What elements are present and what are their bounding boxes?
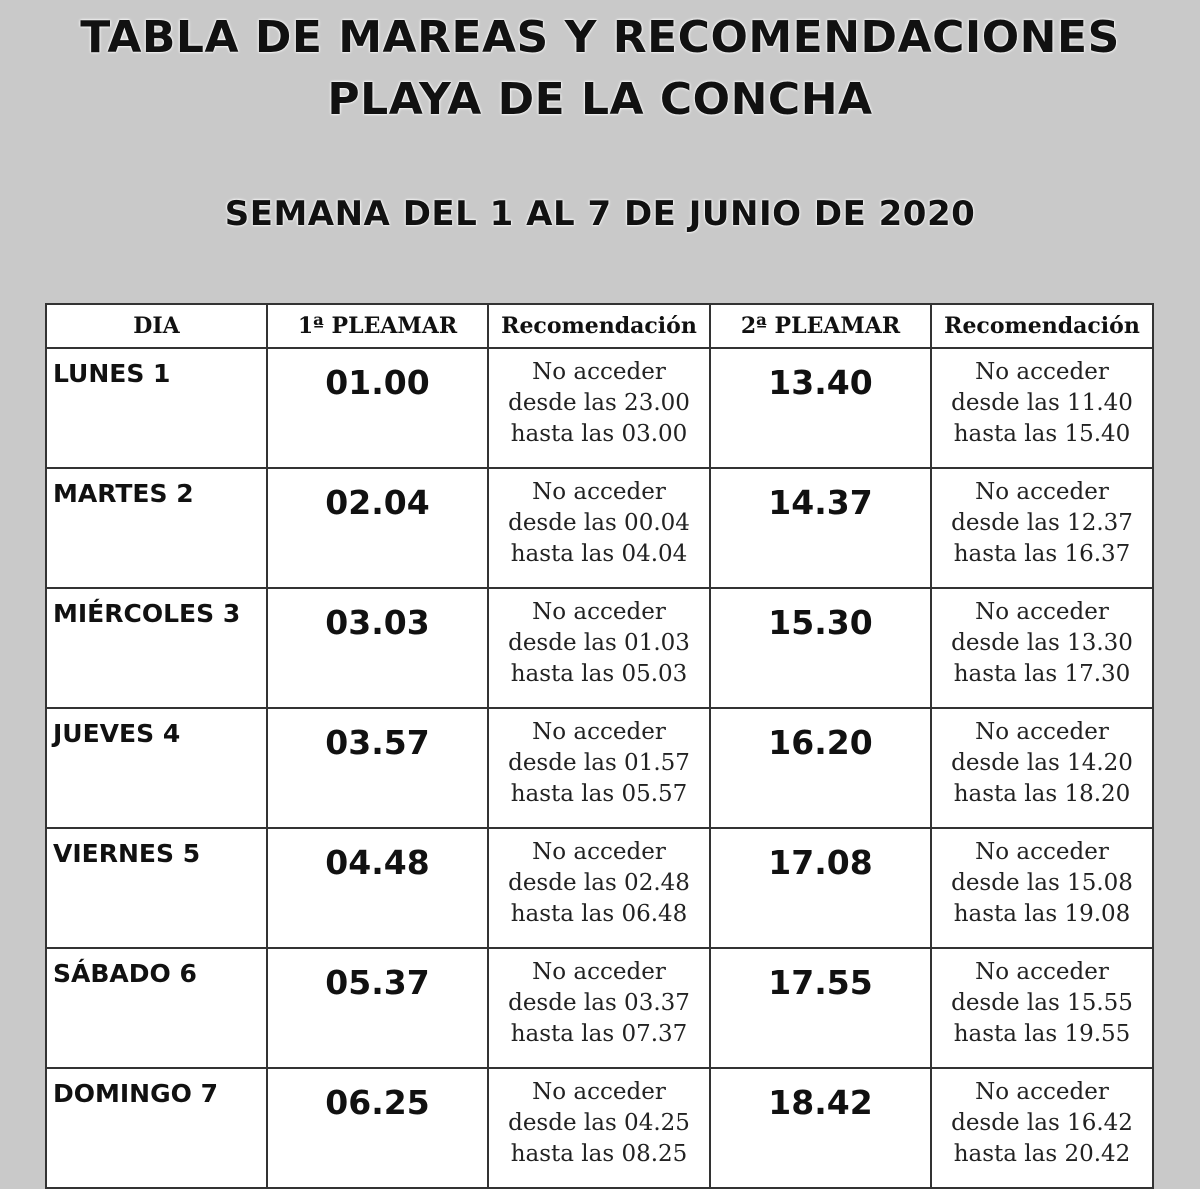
table-row (46, 588, 1153, 708)
column-header-high-tide-1: 1ª PLEAMAR (267, 304, 488, 348)
day-cell: DOMINGO 7 (46, 1068, 267, 1188)
table-row (46, 948, 1153, 1068)
recommendation-2-cell: No acceder desde las 16.42 hasta las 20.42 (931, 1068, 1153, 1188)
recommendation-1-cell: No acceder desde las 02.48 hasta las 06.48 (488, 828, 710, 948)
high-tide-2-cell: 17.08 (710, 828, 931, 948)
high-tide-2-cell: 14.37 (710, 468, 931, 588)
table-row (46, 348, 1153, 468)
column-header-recommendation-1: Recomendación (488, 304, 710, 348)
recommendation-2-cell: No acceder desde las 11.40 hasta las 15.40 (931, 348, 1153, 468)
tide-table (45, 303, 1154, 1189)
recommendation-2-cell: No acceder desde las 12.37 hasta las 16.37 (931, 468, 1153, 588)
table-row (46, 1068, 1153, 1188)
high-tide-1-cell: 03.03 (267, 588, 488, 708)
high-tide-1-cell: 05.37 (267, 948, 488, 1068)
recommendation-1-cell: No acceder desde las 00.04 hasta las 04.04 (488, 468, 710, 588)
high-tide-2-cell: 16.20 (710, 708, 931, 828)
day-cell: VIERNES 5 (46, 828, 267, 948)
recommendation-2-cell: No acceder desde las 13.30 hasta las 17.30 (931, 588, 1153, 708)
recommendation-2-cell: No acceder desde las 14.20 hasta las 18.20 (931, 708, 1153, 828)
high-tide-2-cell: 15.30 (710, 588, 931, 708)
table-row (46, 708, 1153, 828)
column-header-high-tide-2: 2ª PLEAMAR (710, 304, 931, 348)
high-tide-1-cell: 02.04 (267, 468, 488, 588)
table-row (46, 468, 1153, 588)
table-header-row (46, 304, 1153, 348)
recommendation-1-cell: No acceder desde las 03.37 hasta las 07.37 (488, 948, 710, 1068)
day-cell: SÁBADO 6 (46, 948, 267, 1068)
high-tide-1-cell: 01.00 (267, 348, 488, 468)
column-header-day: DIA (46, 304, 267, 348)
recommendation-1-cell: No acceder desde las 01.03 hasta las 05.03 (488, 588, 710, 708)
high-tide-1-cell: 03.57 (267, 708, 488, 828)
day-cell: JUEVES 4 (46, 708, 267, 828)
recommendation-1-cell: No acceder desde las 04.25 hasta las 08.25 (488, 1068, 710, 1188)
recommendation-2-cell: No acceder desde las 15.55 hasta las 19.55 (931, 948, 1153, 1068)
high-tide-1-cell: 06.25 (267, 1068, 488, 1188)
day-cell: MARTES 2 (46, 468, 267, 588)
high-tide-2-cell: 17.55 (710, 948, 931, 1068)
day-cell: LUNES 1 (46, 348, 267, 468)
page-subtitle-beach: PLAYA DE LA CONCHA (327, 74, 873, 125)
high-tide-2-cell: 18.42 (710, 1068, 931, 1188)
recommendation-1-cell: No acceder desde las 23.00 hasta las 03.00 (488, 348, 710, 468)
recommendation-1-cell: No acceder desde las 01.57 hasta las 05.57 (488, 708, 710, 828)
column-header-recommendation-2: Recomendación (931, 304, 1153, 348)
table-row (46, 828, 1153, 948)
high-tide-1-cell: 04.48 (267, 828, 488, 948)
page-title: TABLA DE MAREAS Y RECOMENDACIONES (80, 12, 1120, 63)
week-heading: SEMANA DEL 1 AL 7 DE JUNIO DE 2020 (224, 194, 976, 234)
high-tide-2-cell: 13.40 (710, 348, 931, 468)
recommendation-2-cell: No acceder desde las 15.08 hasta las 19.08 (931, 828, 1153, 948)
day-cell: MIÉRCOLES 3 (46, 588, 267, 708)
